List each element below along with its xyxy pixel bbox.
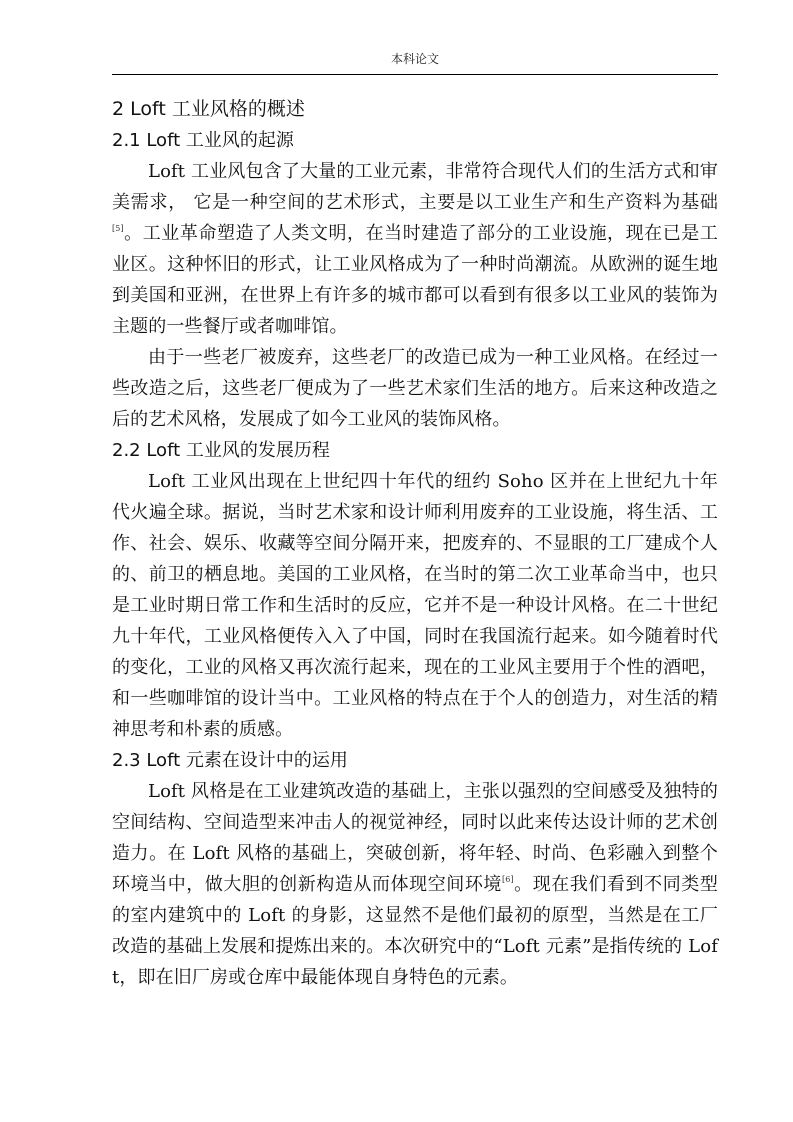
section-2-1-paragraph-1-text-b: 。工业革命塑造了人类文明，在当时建造了部分的工业设施，现在已是工业区。这种怀旧的形式，让工业风格成为了一种时尚潮流。从欧洲的诞生地到美国和亚洲，在世界上有许多的城市都可以看到有很多以工业风的装饰为主题的一些餐厅或者咖啡馆。 — [112, 223, 718, 337]
section-2-2-title: 2.2 Loft 工业风的发展历程 — [112, 440, 330, 461]
section-2-1-title: 2.1 Loft 工业风的起源 — [112, 130, 294, 151]
section-2-1-paragraph-1 — [112, 156, 718, 342]
running-header: 本科论文 — [390, 52, 439, 66]
body-content — [112, 94, 718, 993]
citation-5: [5] — [112, 224, 124, 233]
section-2-1-paragraph-1-text-a: Loft 工业风包含了大量的工业元素，非常符合现代人们的生活方式和审美需求， 它是一种空间的艺术形式，主要是以工业生产和生产资料为基础 — [112, 161, 718, 213]
citation-6: [6] — [502, 875, 514, 884]
section-2-2-paragraph-1: Loft 工业风出现在上世纪四十年代的纽约 Soho 区并在上世纪九十年代火遍全球。据说，当时艺术家和设计师利用废弃的工业设施，将生活、工作、社会、娱乐、收藏等空间分隔开来，把废弃的、不显眼的工厂建成个人的、前卫的栖息地。美国的工业风格，在当时的第二次工业革命当中，也只是工业时期日常工作和生活时的反应，它并不是一种设计风格。在二十世纪九十年代，工业风格便传入入了中国，同时在我国流行起来。如今随着时代的变化，工业的风格又再次流行起来，现在的工业风主要用于个性的酒吧，和一些咖啡馆的设计当中。工业风格的特点在于个人的创造力，对生活的精神思考和朴素的质感。 — [112, 471, 718, 740]
section-2-3-paragraph-1-text-a: Loft 风格是在工业建筑改造的基础上，主张以强烈的空间感受及独特的空间结构、空间造型来冲击人的视觉神经，同时以此来传达设计师的艺术创造力。在 Loft 风格的基础上，突破创新，将年轻、时尚、色彩融入到整个环境当中，做大胆的创新构造从而体现空间环境 — [112, 781, 718, 895]
section-2-3-paragraph-1-text-b: 。现在我们看到不同类型的室内建筑中的 Loft 的身影，这显然不是他们最初的原型，当然是在工厂改造的基础上发展和提炼出来的。本次研究中的“Loft 元素”是指传统的 Loft，即在旧厂房或仓库中最能体现自身特色的元素。 — [112, 874, 718, 988]
section-2-title: 2 Loft 工业风格的概述 — [112, 98, 305, 120]
section-2-3-paragraph-1 — [112, 776, 718, 993]
header-rule — [112, 74, 718, 75]
section-2-3-title: 2.3 Loft 元素在设计中的运用 — [112, 750, 348, 771]
section-2-1-paragraph-2: 由于一些老厂被废弃，这些老厂的改造已成为一种工业风格。在经过一些改造之后，这些老厂便成为了一些艺术家们生活的地方。后来这种改造之后的艺术风格，发展成了如今工业风的装饰风格。 — [112, 347, 718, 430]
